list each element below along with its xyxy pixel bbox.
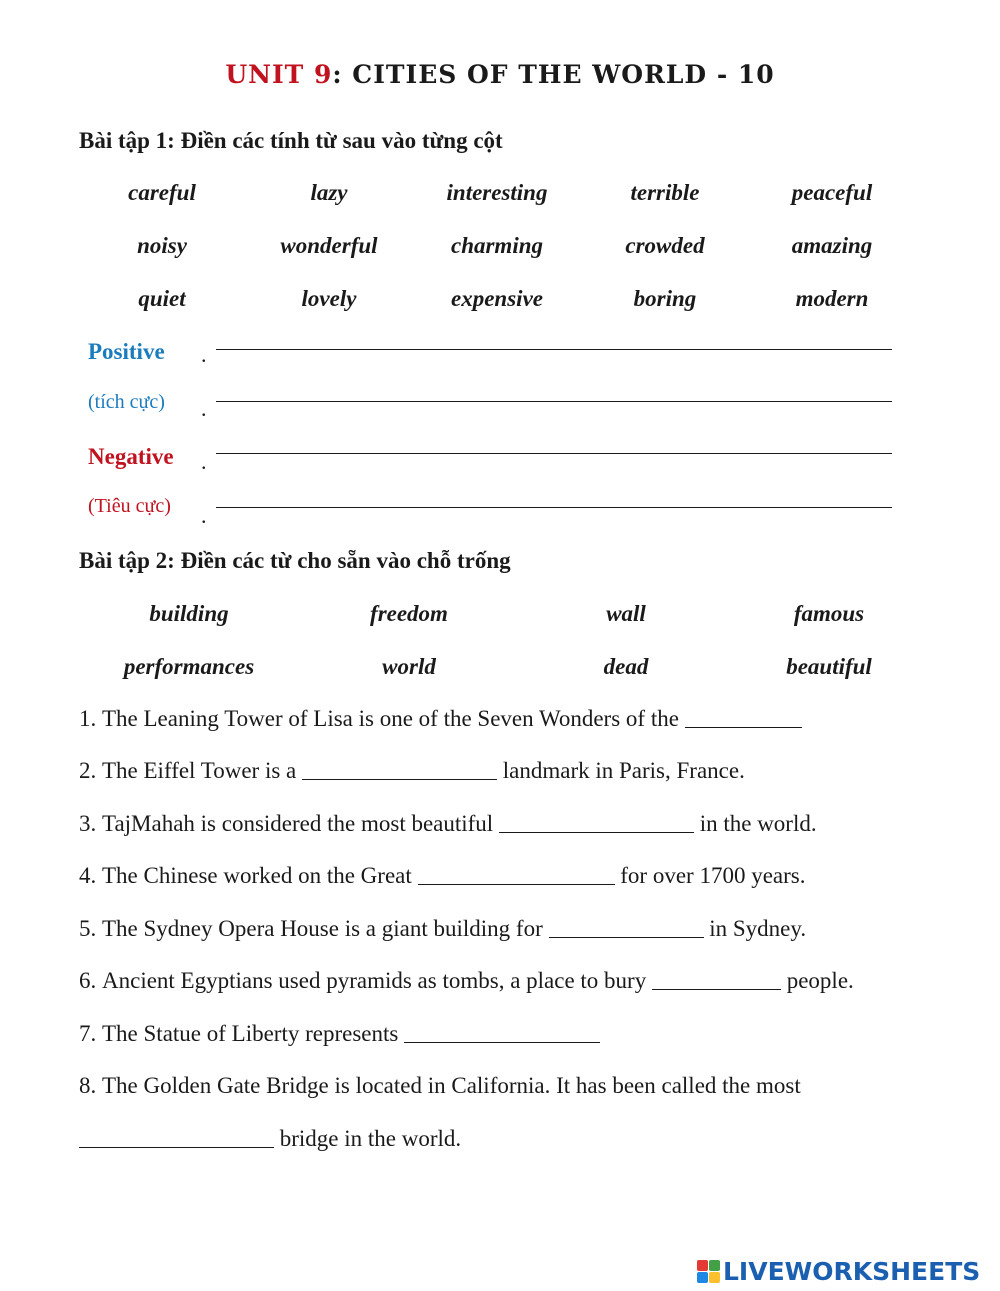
sentence-number: 6. (79, 968, 97, 993)
word-chip[interactable]: lovely (301, 286, 357, 311)
word-chip[interactable]: terrible (630, 180, 700, 205)
logo-icon (697, 1260, 720, 1283)
word-chip[interactable]: interesting (446, 180, 548, 205)
positive-answer-line-1[interactable] (216, 349, 892, 350)
sentence-text: in the world. (693, 811, 817, 836)
sentence-number: 8. (79, 1073, 97, 1098)
positive-label: Positive (88, 339, 165, 364)
blank-5[interactable] (549, 936, 704, 938)
sentence-number: 2. (79, 758, 97, 783)
sentence-8 (79, 1073, 801, 1099)
blank-7[interactable] (404, 1041, 600, 1043)
sentence-5 (79, 916, 806, 942)
exercise-2-heading: Bài tập 2: Điền các từ cho sẵn vào chỗ trống (79, 548, 511, 573)
word-chip[interactable]: performances (123, 654, 255, 679)
sentence-2 (79, 758, 745, 784)
word-chip[interactable]: dead (603, 654, 649, 679)
word-chip[interactable]: wonderful (280, 233, 378, 258)
sentence-text: Ancient Egyptians used pyramids as tombs, a place to bury (102, 968, 652, 993)
word-chip[interactable]: boring (633, 286, 697, 311)
line-marker: . (201, 449, 207, 474)
blank-6[interactable] (652, 988, 781, 990)
word-chip[interactable]: modern (795, 286, 869, 311)
negative-label: Negative (88, 444, 174, 469)
sentence-number: 5. (79, 916, 97, 941)
sentence-number: 1. (79, 706, 97, 731)
word-chip[interactable]: quiet (138, 286, 186, 311)
sentence-3 (79, 811, 817, 837)
word-chip[interactable]: building (149, 601, 229, 626)
line-marker: . (201, 503, 207, 528)
word-chip[interactable]: amazing (791, 233, 873, 258)
positive-answer-line-2[interactable] (216, 401, 892, 402)
word-chip[interactable]: noisy (137, 233, 187, 258)
sentence-text: The Leaning Tower of Lisa is one of the Seven Wonders of the (102, 706, 685, 731)
negative-answer-line-1[interactable] (216, 453, 892, 454)
sentence-text: The Sydney Opera House is a giant building for (102, 916, 549, 941)
word-chip[interactable]: freedom (370, 601, 448, 626)
word-chip[interactable]: lazy (310, 180, 348, 205)
positive-sublabel: (tích cực) (88, 391, 165, 413)
sentence-text: bridge in the world. (274, 1126, 462, 1151)
blank-2[interactable] (302, 778, 497, 780)
sentence-7 (79, 1021, 600, 1047)
blank-1[interactable] (685, 726, 802, 728)
negative-answer-line-2[interactable] (216, 507, 892, 508)
word-chip[interactable]: crowded (625, 233, 705, 258)
word-chip[interactable]: expensive (451, 286, 543, 311)
sentence-text: TajMahah is considered the most beautiful (102, 811, 499, 836)
sentence-text: people. (780, 968, 854, 993)
sentence-text: The Statue of Liberty represents (102, 1021, 405, 1046)
sentence-text: in Sydney. (703, 916, 807, 941)
line-marker: . (201, 396, 207, 421)
sentence-text: for over 1700 years. (614, 863, 806, 888)
line-marker: . (201, 342, 207, 367)
logo-text: LIVEWORKSHEETS (723, 1257, 981, 1286)
word-chip[interactable]: famous (793, 601, 865, 626)
sentence-8-continuation (79, 1126, 461, 1152)
word-chip[interactable]: beautiful (786, 654, 872, 679)
blank-4[interactable] (418, 883, 615, 885)
word-chip[interactable]: careful (128, 180, 196, 205)
title-text: : CITIES OF THE WORLD - 10 (332, 60, 775, 89)
word-chip[interactable]: wall (606, 601, 646, 626)
sentence-6 (79, 968, 854, 994)
sentence-number: 4. (79, 863, 97, 888)
sentence-text: landmark in Paris, France. (497, 758, 745, 783)
sentence-4 (79, 863, 805, 889)
sentence-number: 7. (79, 1021, 97, 1046)
word-chip[interactable]: world (382, 654, 436, 679)
negative-sublabel: (Tiêu cực) (88, 495, 171, 517)
blank-3[interactable] (499, 831, 694, 833)
page-title (0, 60, 1000, 89)
sentence-text: The Chinese worked on the Great (102, 863, 418, 888)
sentence-text: The Eiffel Tower is a (102, 758, 303, 783)
word-chip[interactable]: charming (450, 233, 544, 258)
sentence-1 (79, 706, 802, 732)
sentence-text: The Golden Gate Bridge is located in California. It has been called the most (102, 1073, 801, 1098)
word-chip[interactable]: peaceful (791, 180, 873, 205)
sentence-number: 3. (79, 811, 97, 836)
liveworksheets-logo[interactable] (697, 1257, 980, 1287)
title-unit: UNIT 9 (225, 60, 333, 89)
exercise-1-heading: Bài tập 1: Điền các tính từ sau vào từng cột (79, 128, 503, 153)
blank-8[interactable] (79, 1146, 274, 1148)
